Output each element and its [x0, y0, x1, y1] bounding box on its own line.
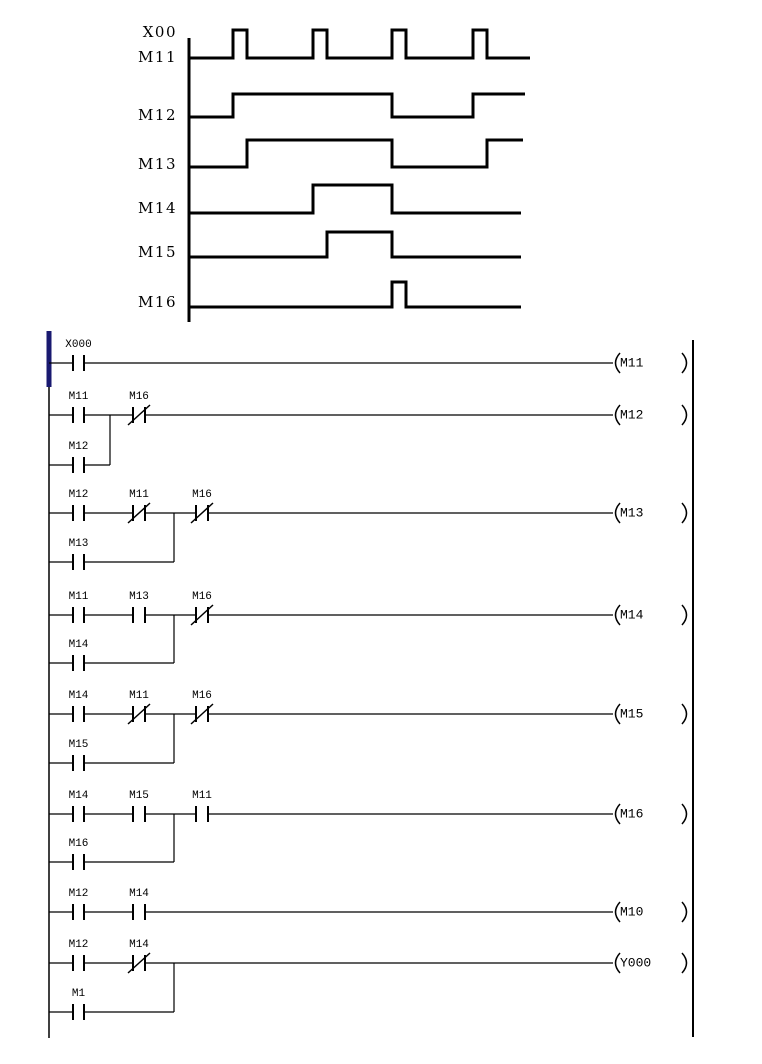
ladder-rung-1	[49, 339, 687, 373]
signal-label: M11	[138, 48, 177, 66]
coil-label: M16	[620, 806, 644, 822]
timing-diagram	[138, 23, 530, 322]
signal-label: X00	[142, 23, 177, 41]
signal-label: M16	[138, 293, 177, 311]
no-contact[interactable]	[69, 639, 89, 671]
nc-contact[interactable]	[128, 690, 150, 724]
waveform-trace	[189, 232, 521, 257]
coil-close-paren	[682, 804, 687, 824]
no-contact[interactable]	[69, 838, 89, 870]
contact-label: M14	[68, 639, 89, 651]
contact-label: M13	[129, 591, 149, 603]
ladder-rung-7	[49, 888, 687, 922]
contact-label: M16	[192, 690, 212, 702]
output-coil[interactable]	[616, 405, 687, 425]
contact-label: M11	[129, 690, 149, 702]
contact-label: M16	[192, 591, 212, 603]
coil-label: M13	[620, 505, 644, 521]
no-contact[interactable]	[69, 538, 89, 570]
output-coil[interactable]	[616, 605, 687, 625]
contact-label: M11	[68, 591, 89, 603]
output-coil[interactable]	[616, 353, 687, 373]
no-contact[interactable]	[65, 339, 91, 371]
no-contact[interactable]	[72, 988, 86, 1020]
contact-label: M1	[71, 988, 86, 1000]
output-coil[interactable]	[616, 503, 687, 523]
ladder-rung-8	[49, 939, 687, 1020]
contact-label: M14	[129, 888, 149, 900]
parallel-branch	[49, 814, 174, 870]
coil-label: M11	[620, 355, 644, 371]
contact-label: M12	[68, 888, 89, 900]
parallel-branch	[49, 963, 174, 1020]
nc-contact[interactable]	[128, 391, 150, 425]
contact-label: M15	[68, 739, 89, 751]
coil-close-paren	[682, 902, 687, 922]
ladder-rung-5	[49, 690, 687, 771]
coil-close-paren	[682, 704, 687, 724]
waveform-m14	[138, 185, 521, 217]
no-contact[interactable]	[69, 939, 89, 971]
contact-label: M11	[68, 391, 89, 403]
coil-label: M15	[620, 706, 644, 722]
contact-label: M14	[68, 690, 89, 702]
signal-label: M12	[138, 106, 177, 124]
no-contact[interactable]	[69, 739, 89, 771]
coil-close-paren	[682, 953, 687, 973]
waveform-trace	[189, 140, 523, 167]
output-coil[interactable]	[616, 804, 687, 824]
nc-contact[interactable]	[191, 489, 213, 523]
coil-close-paren	[682, 605, 687, 625]
signal-label: M14	[138, 199, 177, 217]
coil-label: M12	[620, 407, 644, 423]
contact-label: M11	[129, 489, 149, 501]
contact-label: M16	[129, 391, 149, 403]
nc-contact[interactable]	[191, 591, 213, 625]
coil-close-paren	[682, 353, 687, 373]
output-coil[interactable]	[616, 953, 687, 973]
signal-label: M13	[138, 155, 177, 173]
nc-contact[interactable]	[128, 489, 150, 523]
waveform-m13	[138, 140, 523, 173]
waveform-m15	[138, 232, 521, 261]
no-contact[interactable]	[69, 790, 89, 822]
waveform-x00	[138, 23, 530, 66]
ladder-diagram	[49, 331, 693, 1038]
contact-label: M13	[68, 538, 89, 550]
ladder-rung-3	[49, 489, 687, 570]
waveform-m16	[138, 282, 521, 311]
no-contact[interactable]	[69, 888, 89, 920]
contact-label: M12	[68, 939, 89, 951]
contact-label: M14	[68, 790, 89, 802]
parallel-branch	[49, 513, 174, 570]
output-coil[interactable]	[616, 902, 687, 922]
waveform-trace	[189, 185, 521, 213]
coil-close-paren	[682, 405, 687, 425]
coil-close-paren	[682, 503, 687, 523]
output-coil[interactable]	[616, 704, 687, 724]
no-contact[interactable]	[129, 790, 149, 822]
no-contact[interactable]	[69, 690, 89, 722]
no-contact[interactable]	[129, 888, 149, 920]
coil-label: M10	[620, 904, 644, 920]
contact-label: M14	[129, 939, 149, 951]
no-contact[interactable]	[69, 391, 89, 423]
no-contact[interactable]	[69, 441, 89, 473]
no-contact[interactable]	[69, 489, 89, 521]
ladder-rung-6	[49, 790, 687, 870]
signal-label: M15	[138, 243, 177, 261]
ladder-rung-4	[49, 591, 687, 671]
no-contact[interactable]	[69, 591, 89, 623]
no-contact[interactable]	[192, 790, 212, 822]
contact-label: M16	[192, 489, 212, 501]
waveform-trace	[189, 94, 525, 117]
ladder-rung-2	[49, 391, 687, 473]
contact-label: M12	[68, 489, 89, 501]
contact-label: M11	[192, 790, 212, 802]
coil-label: M14	[620, 607, 644, 623]
contact-label: M12	[68, 441, 89, 453]
nc-contact[interactable]	[128, 939, 150, 973]
nc-contact[interactable]	[191, 690, 213, 724]
waveform-m12	[138, 94, 525, 124]
contact-label: M15	[129, 790, 149, 802]
parallel-branch	[49, 415, 110, 473]
contact-label: X000	[65, 339, 92, 351]
parallel-branch	[49, 714, 174, 771]
coil-label: Y000	[620, 955, 652, 971]
parallel-branch	[49, 615, 174, 671]
waveform-trace	[189, 282, 521, 307]
no-contact[interactable]	[129, 591, 149, 623]
waveform-trace	[189, 30, 530, 58]
contact-label: M16	[68, 838, 89, 850]
